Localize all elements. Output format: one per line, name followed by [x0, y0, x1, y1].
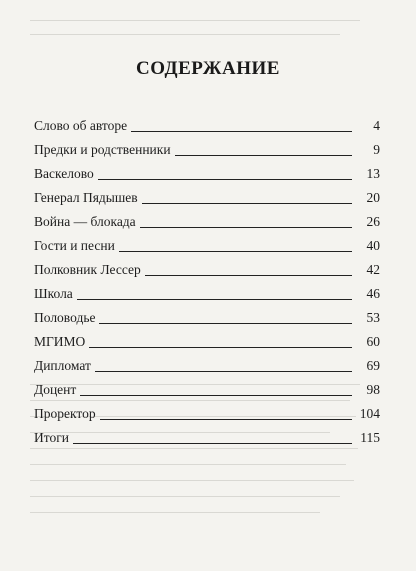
toc-entry-title: Школа	[34, 286, 73, 301]
toc-leader-line	[175, 155, 352, 156]
toc-entry	[34, 206, 380, 230]
toc-leader-line	[140, 227, 352, 228]
toc-entry	[34, 158, 380, 182]
toc-leader-line	[145, 275, 352, 276]
toc-leader-line	[100, 419, 352, 420]
toc-leader-line	[77, 299, 352, 300]
toc-leader-line	[99, 323, 352, 324]
toc-entry	[34, 230, 380, 254]
show-through-line	[30, 480, 354, 481]
toc-entry-title: МГИМО	[34, 334, 86, 349]
toc-entry	[34, 182, 380, 206]
toc-entry-page: 26	[366, 214, 380, 229]
page-title: СОДЕРЖАНИЕ	[136, 58, 280, 79]
toc-leader-line	[95, 371, 352, 372]
toc-entry-page: 40	[366, 238, 380, 253]
table-of-contents	[34, 110, 380, 446]
toc-leader-line	[142, 203, 352, 204]
toc-entry	[34, 398, 380, 422]
toc-entry-title: Проректор	[34, 406, 96, 421]
toc-entry-page: 98	[366, 382, 380, 397]
toc-entry-page: 9	[373, 142, 380, 157]
toc-entry-title: Предки и родственники	[34, 142, 171, 157]
toc-leader-line	[73, 443, 352, 444]
toc-entry	[34, 110, 380, 134]
toc-entry-page: 46	[366, 286, 380, 301]
toc-entry	[34, 422, 380, 446]
toc-entry-title: Война — блокада	[34, 214, 136, 229]
toc-entry-title: Итоги	[34, 430, 69, 445]
toc-leader-line	[131, 131, 352, 132]
toc-entry-title: Генерал Пядышев	[34, 190, 138, 205]
toc-entry	[34, 374, 380, 398]
show-through-line	[30, 512, 320, 513]
toc-entry-page: 115	[360, 430, 380, 445]
toc-entry-page: 104	[359, 406, 380, 421]
toc-entry-title: Полковник Лессер	[34, 262, 141, 277]
toc-entry-page: 20	[366, 190, 380, 205]
toc-entry	[34, 254, 380, 278]
toc-entry-page: 53	[366, 310, 380, 325]
toc-entry	[34, 302, 380, 326]
show-through-line	[30, 34, 340, 35]
toc-entry-title: Половодье	[34, 310, 96, 325]
toc-entry-page: 60	[366, 334, 380, 349]
toc-leader-line	[89, 347, 352, 348]
toc-entry	[34, 278, 380, 302]
toc-entry	[34, 350, 380, 374]
toc-entry-title: Васкелово	[34, 166, 94, 181]
toc-entry-title: Гости и песни	[34, 238, 115, 253]
toc-entry-title: Дипломат	[34, 358, 91, 373]
toc-entry-page: 4	[373, 118, 380, 133]
toc-entry	[34, 134, 380, 158]
show-through-line	[30, 496, 340, 497]
toc-entry-page: 69	[366, 358, 380, 373]
toc-entry	[34, 326, 380, 350]
toc-entry-title: Слово об авторе	[34, 118, 128, 133]
show-through-line	[30, 20, 360, 21]
toc-entry-page: 13	[366, 166, 380, 181]
show-through-line	[30, 448, 358, 449]
show-through-line	[30, 464, 346, 465]
toc-leader-line	[119, 251, 352, 252]
toc-entry-title: Доцент	[34, 382, 77, 397]
toc-leader-line	[98, 179, 352, 180]
toc-entry-page: 42	[366, 262, 380, 277]
toc-leader-line	[80, 395, 352, 396]
